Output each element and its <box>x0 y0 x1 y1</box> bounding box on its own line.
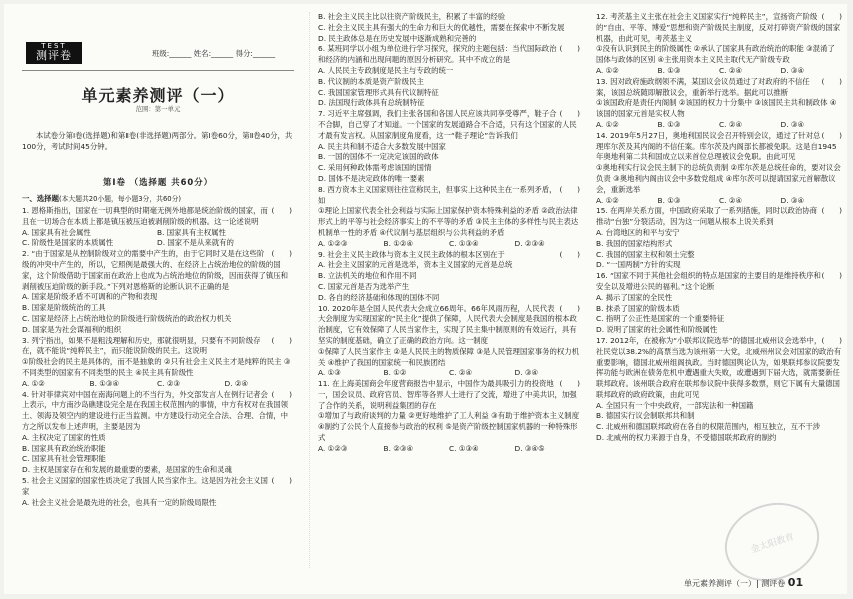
answer-option: D. ③④ <box>780 119 805 129</box>
question-stem: 13. 因对政府施政纲领不满，某国议会议员通过了对政府的不信任案，该国总统随即解散议会，重新举行选举。据此可以推断 <box>596 76 810 97</box>
question <box>318 185 580 239</box>
answer-option: B. ①②④ <box>383 238 414 248</box>
exam-range: 范围：第一单元 <box>135 105 181 113</box>
answer-option: D. 国家是为社会谋福利的组织 <box>22 324 122 334</box>
answer-option: D. 国体不是决定政体的唯一要素 <box>318 173 425 183</box>
answer-option: C. ①③④ <box>449 238 479 248</box>
question <box>318 109 580 185</box>
answer-paren: ( ) <box>821 335 842 345</box>
option-group <box>596 120 842 131</box>
answer-option: ①没有认识到民主的阶级属性 ②承认了国家具有政治统治的职能 ③混淆了国体与政体的区别 ④主张用资本主义民主取代无产阶级专政 <box>596 44 835 65</box>
option-group <box>318 444 580 455</box>
answer-option: A. ①② <box>596 65 619 75</box>
question-stem: 5. 社会主义国家的国家性质决定了我国人民当家作主。这是因为社会主义国家 <box>22 475 268 496</box>
answer-option: A. 主权决定了国家的性质 <box>22 432 106 442</box>
answer-option: C. 阶级性是国家的本质属性 <box>22 238 114 248</box>
logo-top-text: TEST <box>41 42 67 50</box>
exam-intro: 本试卷分第Ⅰ卷(选择题)和第Ⅱ卷(非选择题)两部分。第Ⅰ卷60分，第Ⅱ卷40分，共100分，考试时间45分钟。 <box>22 131 293 152</box>
answer-paren: ( ) <box>271 475 292 485</box>
question-stem: 12. 考茨基主义主张在社会主义国家实行“纯粹民主”，宣扬资产阶级的“自由、平等、博爱”思想和资产阶级民主制度，反对打碎资产阶级的国家机器，由此可见，考茨基主义 <box>596 12 841 43</box>
question <box>318 444 580 455</box>
answer-option: D. ②④ <box>224 378 249 388</box>
answer-option: D. 民主政体总是在历史发展中逐渐成熟和完善的 <box>318 33 477 43</box>
question <box>22 379 292 390</box>
option-group <box>596 44 842 66</box>
question-stem: 16. “国家不同于其他社会组织的特点是国家的主要目的是维持秩序和安全以及增进公民的福利。”这个论断 <box>596 271 821 291</box>
part-heading: 第Ⅰ卷 （选择题 共60分） <box>103 177 213 187</box>
answer-option: C. 我国国家管理形式具有代议制特征 <box>318 87 439 97</box>
option-group <box>22 357 292 379</box>
question-column-3 <box>596 12 842 444</box>
question-stem: 15. 在两岸关系方面，中国政府采取了一系列措施，同时以政治协商推动“台独”分裂活动，因为这一问题从根本上说关系到 <box>596 206 818 227</box>
answer-option: ①增加了与政府谈判的力量 ②更好地维护了工人利益 ③有助于维护资本主义制度 ④制约了公民个人直接参与政治的权利 ⑤是资产阶级控制国家机器的一种特殊形式 <box>318 411 580 443</box>
answer-paren: ( ) <box>821 76 842 86</box>
question <box>22 476 292 508</box>
answer-option: A. 社会主义国家的元首是选举，资本主义国家的元首是总统 <box>318 260 513 270</box>
option-group <box>318 260 580 303</box>
question <box>596 77 842 120</box>
answer-paren: ( ) <box>821 130 842 140</box>
answer-option: B. 立法机关的地位和作用不同 <box>318 271 417 281</box>
answer-option: C. ②④ <box>719 195 743 205</box>
answer-paren: ( ) <box>559 303 580 313</box>
option-group <box>596 228 842 271</box>
question-stem: 17. 2012年，在被称为“小联邦议院选举”的德国北威州议会选举中，社民党以38.2%的高票当选为该州第一大党，北威州州议会对国家的政治有重要影响，德国北威州组阁执政。当时德国舆论认为，如果联邦参议院要发挥功能与欧洲在债务危机中遭遇重大失败，或遭遇到下届大选，就需要新任联邦政府。该州联合政府在联邦参议院中获得多数票，则它下属有大量德国联邦政府的政府政策，由此可见 <box>596 335 842 399</box>
question <box>22 336 292 379</box>
question <box>22 206 292 249</box>
answer-option: D. ③④⑤ <box>514 443 545 453</box>
answer-option: A. ①③ <box>318 368 341 378</box>
page-number: 01 <box>787 576 804 589</box>
option-group <box>22 292 292 335</box>
answer-option: A. 全国只有一个中央政府，一部宪法和一种国籍 <box>596 400 754 410</box>
answer-option: D. 主权是国家存在和发展的最重要的要素，是国家的生命和灵魂 <box>22 465 232 475</box>
answer-option: C. 北威州和德国联邦政府在各自的权限范围内，相互独立，互不干涉 <box>596 422 821 432</box>
option-group <box>318 239 580 250</box>
answer-option: B. 国家具有政治统治职能 <box>22 443 106 453</box>
question-stem: 6. 某班同学以小组为单位进行学习探究，探究的主题包括：当代国际政治和经济的内涵和出现问题的原因分析研究。其中不成立的是 <box>318 44 557 65</box>
answer-option: C. 国家元首是否为选举产生 <box>318 281 410 291</box>
option-group <box>22 228 292 250</box>
answer-paren: ( ) <box>559 109 580 119</box>
question <box>596 120 842 131</box>
answer-option: C. ②③ <box>157 378 181 388</box>
header-divider <box>22 70 294 71</box>
question-column-2 <box>318 12 580 455</box>
question <box>22 249 292 335</box>
question-column-1 <box>22 206 292 508</box>
answer-option: A. 人民民主专政制度是民主与专政的统一 <box>318 65 454 75</box>
answer-option: B. 国家具有主权属性 <box>157 227 226 237</box>
answer-option: ①奥地利实行议会民主制下的总统负责制 ②库尔茨是总统任命的，要对议会负责 ③奥地利内阁由议会中多数党组成 ④库尔茨可以提请国家元首解散议会，重新选举 <box>596 163 841 194</box>
answer-option: A. 国家是阶级矛盾不可调和的产物和表现 <box>22 292 158 302</box>
answer-option: D. 国家不是从来就有的 <box>157 238 234 248</box>
answer-option: D. ②③④ <box>514 238 545 248</box>
answer-option: A. 国家具有社会属性 <box>22 227 91 237</box>
answer-paren: ( ) <box>821 12 842 21</box>
question <box>22 390 292 476</box>
answer-option: B. ①③④ <box>89 378 120 388</box>
option-group <box>596 401 842 444</box>
answer-option: D. ③④ <box>780 195 805 205</box>
question <box>596 196 842 207</box>
exam-page <box>4 4 847 594</box>
question <box>596 336 842 444</box>
question-stem: 11. 在上海美国商会年度营商报告中显示，中国作为最具吸引力的投资地一，国会议员、政府官员、智库等各界人士进行了交流，增进了中美共识，加强了合作的关系，说明利益集团的存在 <box>318 379 577 410</box>
answer-option: D. 各自的经济基础和体现的国体不同 <box>318 292 440 302</box>
question-stem: 9. 社会主义民主政体与资本主义民主政体的根本区别在于 <box>318 249 505 259</box>
option-group <box>22 379 292 390</box>
answer-option: A. ①②③ <box>318 238 348 248</box>
question-stem: 1. 恩格斯指出，国家在一切典型的时期毫无例外地都是统治阶级的国家，而且在一切场合在本质上都是镇压被压迫被剥削阶级的机器。这一论述说明 <box>22 206 268 226</box>
question <box>318 250 580 304</box>
answer-option: ①保障了人民当家作主 ②是人民民主的物质保障 ③是人民管理国家事务的权力机关 ④维护了我国的国家统一和民族团结 <box>318 346 580 367</box>
question-stem: 3. 列宁指出，如果不是粗浅理解和历史，那就很明显，只要有不同阶级存在，就不能说“纯粹民主”，而只能说阶级的民主。这说明 <box>22 335 261 356</box>
answer-option: A. 台湾地区的和平与安宁 <box>596 227 680 237</box>
logo-bottom-text: 测评卷 <box>36 49 72 62</box>
answer-option: A. 民主共和制不适合大多数发展中国家 <box>318 141 446 151</box>
question <box>596 66 842 77</box>
option-group <box>596 293 842 336</box>
answer-option: A. ①②③ <box>318 443 348 453</box>
option-group <box>596 66 842 77</box>
answer-option: B. ②③④ <box>383 443 414 453</box>
page-footer <box>684 576 803 589</box>
question-stem: 10. 2020年是全国人民代表大会成立66周年。66年风雨历程，人民代表大会制度为实现国家的“民主化”提供了保障，人民代表大会制度是我国的根本政治制度，它有效保障了人民当家作主，实现了民主集中制原则的有效运行，具有坚实的制度基础，确立了正确的政治方向。这一制度 <box>318 303 577 345</box>
question <box>596 271 842 336</box>
answer-option: C. ②④ <box>449 368 473 378</box>
answer-option: ①理论上国家代表全社会利益与实际上国家保护资本特殊利益的矛盾 ②政治法律形式上的平等与社会经济事实上的不平等的矛盾 ③民主主体的多样性与民主表达机制单一性的矛盾 ④代议制与基层组织与公共利益的矛盾 <box>318 206 579 237</box>
question-stem: 14. 2019年5月27日，奥地利国民议会召开特别会议，通过了针对总理库尔茨及其内阁的不信任案。库尔茨及内阁部长都被免职。这是自1945年奥地利第二共和国成立以来首位总理被议会免职。由此可见 <box>596 130 837 162</box>
option-group <box>318 411 580 443</box>
answer-option: A. ①② <box>22 378 45 388</box>
option-group <box>318 368 580 379</box>
option-group <box>318 347 580 369</box>
question <box>318 12 580 44</box>
answer-option: A. 揭示了国家的全民性 <box>596 292 673 302</box>
answer-option: C. 我国的国家主权和领土完整 <box>596 249 695 259</box>
answer-option: B. 代议制的本质是资产阶级民主 <box>318 76 424 86</box>
test-logo <box>26 42 82 64</box>
question-stem: 7. 习近平主席强调，我们主张各国和各国人民应该共同享受尊严，鞋子合不合脚，自己穿了才知道。一个国家的发展道路合不合适，只有这个国家的人民才最有发言权。从国家制度角度看，这一“鞋子理论”告诉我们 <box>318 109 577 140</box>
answer-paren: ( ) <box>559 44 580 54</box>
question <box>596 12 842 66</box>
option-group <box>318 66 580 109</box>
answer-option: ①阶级社会的民主是具体的，而不是抽象的 ②只有社会主义民主才是纯粹的民主 ③不同类型的国家有不同类型的民主 ④民主具有阶级性 <box>22 357 291 377</box>
answer-option: C. 社会主义民主具有强大的生命力和巨大的优越性，需要在探索中不断发展 <box>318 22 565 32</box>
answer-option: B. 一国的国体不一定决定该国的政体 <box>318 152 439 162</box>
question <box>596 206 842 271</box>
answer-paren: ( ) <box>559 184 580 194</box>
section-note: (本大题共20小题，每小题3分，共60分) <box>58 195 182 203</box>
answer-option: D. 说明了国家的社会属性和阶级属性 <box>596 325 718 335</box>
answer-option: D. 北威州的权力来源于自身，不受德国联邦政府的制约 <box>596 433 777 443</box>
student-info-line: 班级:______ 姓名:______ 得分:______ <box>152 49 276 58</box>
answer-option: A. 社会主义社会是最先进的社会，也具有一定的阶级局限性 <box>22 497 217 507</box>
answer-option: B. 我国的国家结构形式 <box>596 238 673 248</box>
answer-option: A. ①② <box>596 195 619 205</box>
question-stem: 8. 西方资本主义国家则往往宣称民主，但事实上这种民主在一系列矛盾，如 <box>318 184 557 205</box>
answer-option: C. 国家是经济上占统治地位的阶级进行阶级统治的政治权力机关 <box>22 313 232 323</box>
answer-option: B. 德国实行议会制联邦共和制 <box>596 411 695 421</box>
answer-option: B. ①③ <box>657 119 681 129</box>
answer-option: D. 法国现行政体具有总统制特征 <box>318 98 425 108</box>
section-heading <box>22 193 294 204</box>
option-group <box>596 196 842 207</box>
option-group <box>596 98 842 120</box>
answer-option: C. ②④ <box>719 119 743 129</box>
answer-option: ①该国政府是责任内阁制 ②该国的权力十分集中 ③该国民主共和制政体 ④该国的国家元首是实权人物 <box>596 98 837 119</box>
stamp-text: 金太阳教育 <box>749 531 796 556</box>
answer-paren: ( ) <box>271 389 292 399</box>
footer-label: 单元素养测评（一）| 测评卷 <box>684 579 786 588</box>
question <box>596 131 842 196</box>
answer-paren: ( ) <box>271 335 292 345</box>
answer-paren: ( ) <box>559 379 580 389</box>
question <box>318 44 580 109</box>
answer-option: B. ①③ <box>657 65 681 75</box>
option-group <box>318 142 580 185</box>
answer-option: B. 国家是阶级统治的工具 <box>22 303 106 313</box>
answer-option: B. ①③ <box>657 195 681 205</box>
answer-paren: ( ) <box>559 249 580 259</box>
answer-option: A. ①② <box>596 119 619 129</box>
answer-paren: ( ) <box>271 249 292 259</box>
section-label: 一、选择题 <box>22 194 59 203</box>
answer-option: C. ②④ <box>719 65 743 75</box>
column-divider <box>309 12 310 568</box>
question-stem: 2. “由于国家是从控制阶级对立的需要中产生的，由于它同时又是在这些阶级的冲突中产生的，所以，它照例是最强大的、在经济上占统治地位的阶级的国家，这个阶级借助于国家而在政治上也成为占统治地位的阶级，因而获得了镇压和剥削被压迫阶级的新手段。”下列对恩格斯的论断认识不正确的是 <box>22 249 289 291</box>
answer-option: D. “一国两制”方针的实现 <box>596 260 681 270</box>
question <box>318 239 580 250</box>
answer-option: C. 采用何种政体需考虑该国的国情 <box>318 163 432 173</box>
answer-option: B. 社会主义民主比以往资产阶级民主，积累了丰富的经验 <box>318 12 506 21</box>
answer-option: C. 国家具有社会管理职能 <box>22 454 106 464</box>
answer-paren: ( ) <box>821 271 842 281</box>
answer-paren: ( ) <box>821 206 842 216</box>
question <box>318 304 580 369</box>
answer-option: C. ①③④ <box>449 443 479 453</box>
question-stem: 4. 针对菲律宾对中国在南海问题上的不当行为，外交部发言人在例行记者会上表示，中方南沙岛礁建设完全是在我国主权范围内的事情，中方有权对在我国领土、领海及领空内的建设进行正当监测。中方建设行动完全合法、合理、合情，中方之所以发布上述声明，主要是因为 <box>22 389 289 431</box>
answer-option: C. 指明了公正性是国家的一个重要特征 <box>596 314 725 324</box>
answer-paren: ( ) <box>271 206 292 215</box>
answer-option: B. ①② <box>383 368 407 378</box>
option-group <box>596 163 842 195</box>
page-title: 单元素养测评（一） <box>81 86 235 105</box>
answer-option: D. ③④ <box>514 368 539 378</box>
question <box>318 368 580 379</box>
answer-option: B. 抹杀了国家的阶级本质 <box>596 303 680 313</box>
option-group <box>318 12 580 44</box>
question <box>318 379 580 444</box>
option-group <box>22 433 292 476</box>
option-group <box>318 206 580 238</box>
option-group <box>22 498 292 509</box>
answer-option: D. ③④ <box>780 65 805 75</box>
